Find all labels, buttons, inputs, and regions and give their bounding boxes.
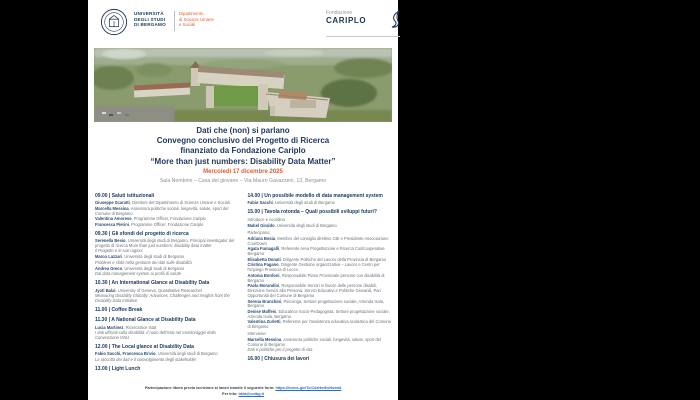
speaker-role: , Assessora politiche sociali, longevità, salute, sport del Comune di Bergamo [247, 337, 381, 347]
speaker-entry [95, 238, 239, 248]
speaker-entry [248, 223, 392, 228]
speaker-name: Serena Branchini [247, 298, 282, 304]
session-separator: | [107, 280, 112, 287]
speaker-role: , Membro del consiglio direttivo CBI e Presidente Associazione CoorDown [247, 235, 389, 246]
session-title: Un possibile modello di data management system [264, 193, 383, 199]
program-session [95, 231, 239, 277]
speaker-role: , University of Geneva, Quantitative Researcher [115, 287, 203, 293]
program-session [95, 366, 239, 372]
talk-title: Measuring Disability Globally: Advances, Challenges and Insights from the Disability Data Initiative [95, 293, 230, 304]
session-time-title [95, 280, 239, 286]
speaker-name: Marcella Messina [247, 337, 282, 343]
cariplo-swan-icon [386, 10, 402, 30]
session-separator: | [107, 343, 112, 350]
session-time: 14.00 [247, 193, 261, 199]
conference-poster [88, 0, 398, 400]
speaker-role: , Psicologa, Settore progettazione sociale, Azienda Isola, Bergamo [247, 298, 385, 309]
talk-title: Il Progetto e le sue ragioni [95, 248, 143, 254]
entry-label: Interviene: [247, 331, 267, 337]
speaker-entry [248, 309, 392, 319]
speaker-role: , Referente Area Progettazione e Ricerca Confcooperative Bergamo [247, 246, 385, 257]
session-title: Gli sfondi del progetto di ricerca [111, 230, 189, 237]
session-time: 09.00 [95, 193, 108, 199]
speaker-name: Fabio Sacchi, Francesca Brivio [95, 351, 156, 357]
speaker-name: Valentina Amorese [95, 216, 132, 222]
speaker-entry [95, 325, 239, 330]
cariplo-name-text: CARIPLO [326, 16, 367, 25]
speaker-entry [248, 337, 392, 347]
session-time: 16.00 [247, 356, 261, 363]
session-title: A National Glance at Disability Data [111, 317, 196, 324]
session-time: 15.00 [247, 209, 261, 216]
program-session [248, 193, 392, 205]
session-title: Saluti istituzionali [111, 193, 155, 199]
header-divider [174, 11, 175, 31]
speaker-entry [95, 216, 239, 221]
talk-title: I dati ufficiali sulla disabilità: il ruolo dell'Istat nel monitoraggio della Convenzione ONU [95, 330, 216, 340]
speaker-name: Denise Maffeis [247, 308, 277, 314]
program-session [95, 307, 239, 313]
program-session [248, 209, 392, 352]
program-column-morning [95, 193, 239, 384]
title-line-1: Dati che (non) si parlano [196, 126, 290, 135]
speaker-role: , Università degli studi di Bergamo [122, 254, 185, 260]
event-date: Mercoledì 17 dicembre 2025 [203, 169, 283, 175]
speaker-role: , Responsabile Servizi in favore delle persone disabili, Direzione Servizi alla Persona, Servizi Educativi e Politiche Giovanili, Pari Opportunità del Comune di Bergamo [247, 283, 381, 299]
session-time: 10.30 [95, 280, 108, 287]
speaker-entry [95, 266, 239, 271]
poster-header [98, 7, 390, 45]
session-title: An International Glance at Disability Data [111, 280, 210, 287]
speaker-entry [95, 254, 239, 259]
speaker-name: Valentina Zurletti [247, 319, 281, 325]
talk-title: La raccolta dei dati e il coinvolgimento degli stakeholder [95, 356, 197, 362]
program-session [95, 317, 239, 340]
program-column-afternoon [248, 193, 392, 384]
speaker-role: , Università degli studi di Bergamo, Principal investigator del progetto di ricerca More than just numbers: disability data matter [95, 237, 235, 248]
speaker-role: , Direttore del Dipartimento di Scienze Umane e Sociali [129, 200, 230, 206]
speaker-name: Serenella Besio [95, 237, 126, 243]
session-title: Coffee Break [111, 307, 143, 314]
title-line-3: finanziato da Fondazione Cariplo [180, 146, 306, 156]
speaker-entry [248, 236, 392, 246]
speaker-role: , Programme Officer, Fondazione Cariplo [128, 221, 204, 227]
session-title: Light Lunch [111, 365, 141, 372]
speaker-entry [248, 299, 392, 309]
session-time: 12.00 [95, 343, 108, 350]
speaker-role: , Università degli studi di Bergamo [272, 200, 335, 206]
speaker-role: , Università degli studi di Bergamo [155, 351, 218, 357]
session-time-title [248, 193, 392, 199]
session-title: Chiusura dei lavori [264, 356, 310, 363]
session-separator: | [107, 230, 112, 237]
session-separator: | [107, 307, 112, 314]
session-title: The Local glance at Disability Data [111, 343, 194, 350]
speaker-name: Jyoti Balai [95, 287, 116, 293]
speaker-role: , Programme Officer, Fondazione Cariplo [131, 216, 206, 222]
speaker-entry [95, 288, 239, 293]
venue-aerial-photo [94, 48, 392, 122]
session-time-title [95, 366, 239, 372]
cariplo-fondazione-text: Fondazione [326, 10, 353, 16]
session-time: 11.00 [95, 307, 108, 314]
info-email-link[interactable]: tdda@unibg.it [238, 391, 264, 396]
speaker-name: Agata Fumagalli [247, 246, 280, 252]
speaker-name: Fabio Sacchi [247, 200, 273, 206]
speaker-role: , Dirigente Politiche del Lavoro della Provincia di Bergamo [280, 256, 387, 262]
speaker-entry [95, 222, 239, 227]
speaker-role: , Responsabile Piano Provinciale persone con disabilità di Bergamo [247, 272, 385, 283]
cariplo-underline [326, 36, 400, 37]
session-time-title [248, 356, 392, 362]
university-name: UNIVERSITÀ DEGLI STUDI DI BERGAMO [134, 11, 166, 28]
speaker-entry [248, 246, 392, 256]
speaker-name: Antonia Bordoni [247, 272, 280, 278]
session-separator: | [107, 365, 112, 372]
poster-footer [88, 386, 398, 397]
event-venue: Sala Nembrini – Casa del giovane – Via Mauro Gavazzeni, 13, Bergamo [159, 178, 327, 184]
session-time: 09.30 [95, 230, 108, 237]
program-session [95, 280, 239, 303]
speaker-name: Francesca Pierini [95, 221, 129, 227]
title-line-4: “More than just numbers: Disability Data Matter” [150, 156, 336, 166]
talk-title: Problemi e sfide nella gestione dei dati sulle disabilità [95, 259, 192, 265]
session-separator: | [260, 209, 265, 216]
session-separator: | [107, 193, 112, 199]
session-time: 13.00 [95, 365, 108, 372]
event-title [88, 126, 398, 167]
speaker-name: Elisabetta Donati [247, 256, 281, 262]
speaker-entry [95, 351, 239, 356]
speaker-name: Andrea Greco [95, 265, 123, 271]
speaker-role: , Dirigente Gestione organizzativa – Lavoro e Centri per l'impiego Provincia di Lecco [247, 262, 380, 273]
unibg-seal-icon [100, 8, 128, 36]
program-session [95, 344, 239, 362]
session-time-title [248, 209, 392, 215]
session-time-title [95, 317, 239, 323]
entry-label: Introduce e coordina [247, 217, 285, 223]
speaker-entry [248, 283, 392, 298]
program-session [95, 193, 239, 227]
session-separator: | [260, 193, 265, 199]
session-separator: | [260, 356, 265, 363]
session-time-title [95, 344, 239, 350]
session-time-title [95, 193, 239, 199]
speaker-role: , Ricercatrice Istat [123, 324, 157, 330]
speaker-name: Marco Lazzari [95, 254, 123, 260]
info-line [88, 392, 398, 397]
department-name: Dipartimento di Scienze Umane e Sociali [179, 11, 214, 28]
title-line-2: Convegno conclusivo del Progetto di Ricerca [156, 136, 330, 146]
speaker-name: Paola Morandini [247, 283, 280, 289]
speaker-entry [248, 319, 392, 329]
speaker-entry [248, 273, 392, 283]
speaker-entry [248, 257, 392, 262]
speaker-entry [248, 262, 392, 272]
session-title: Tavola rotonda – Quali possibili sviluppi futuri? [264, 209, 377, 216]
program-session [248, 356, 392, 362]
info-label: Per info: [222, 391, 239, 396]
talk-title: Dati e politiche per il progetto di vita [247, 347, 313, 353]
speaker-name: Giuseppe Scaratti [95, 200, 130, 206]
entry-label: Partecipano: [247, 230, 271, 236]
speaker-name: Mabel Giraldo [247, 223, 275, 229]
speaker-entry [95, 206, 239, 216]
speaker-name: Cristina Pagano [247, 262, 279, 268]
registration-form-link[interactable]: https://forms.gle/TciCdzHmEoNszw8 [275, 386, 342, 391]
speaker-name: Marcella Messina [95, 205, 129, 211]
speaker-role: , Università degli studi di Bergamo [274, 223, 337, 229]
session-time-title [95, 307, 239, 313]
speaker-entry [248, 200, 392, 205]
session-separator: | [107, 317, 112, 324]
cariplo-logo [326, 10, 400, 25]
registration-text: Partecipazione libera previa iscrizione ai lavori tramite il seguente form: [144, 386, 276, 391]
speaker-role: , Educatrice Socio-Pedagogista, Settore progettazione sociale, Azienda Isola, Bergamo [247, 308, 390, 319]
session-time: 11.30 [95, 317, 108, 324]
speaker-name: Lucia Martinez [95, 324, 124, 330]
speaker-role: , Referente per l'assistenza educativa scolastica del Comune di Bergamo [247, 319, 391, 330]
speaker-role: , Assessora politiche sociali, longevità, salute, sport del Comune di Bergamo [95, 205, 229, 216]
speaker-role: , Università degli studi di Bergamo [122, 265, 185, 271]
speaker-name: Adriana Bosia [247, 235, 276, 241]
talk-title: Dal data management system ai profili di salute [95, 271, 182, 277]
speaker-entry [95, 200, 239, 205]
program [95, 193, 391, 384]
session-time-title [95, 231, 239, 237]
